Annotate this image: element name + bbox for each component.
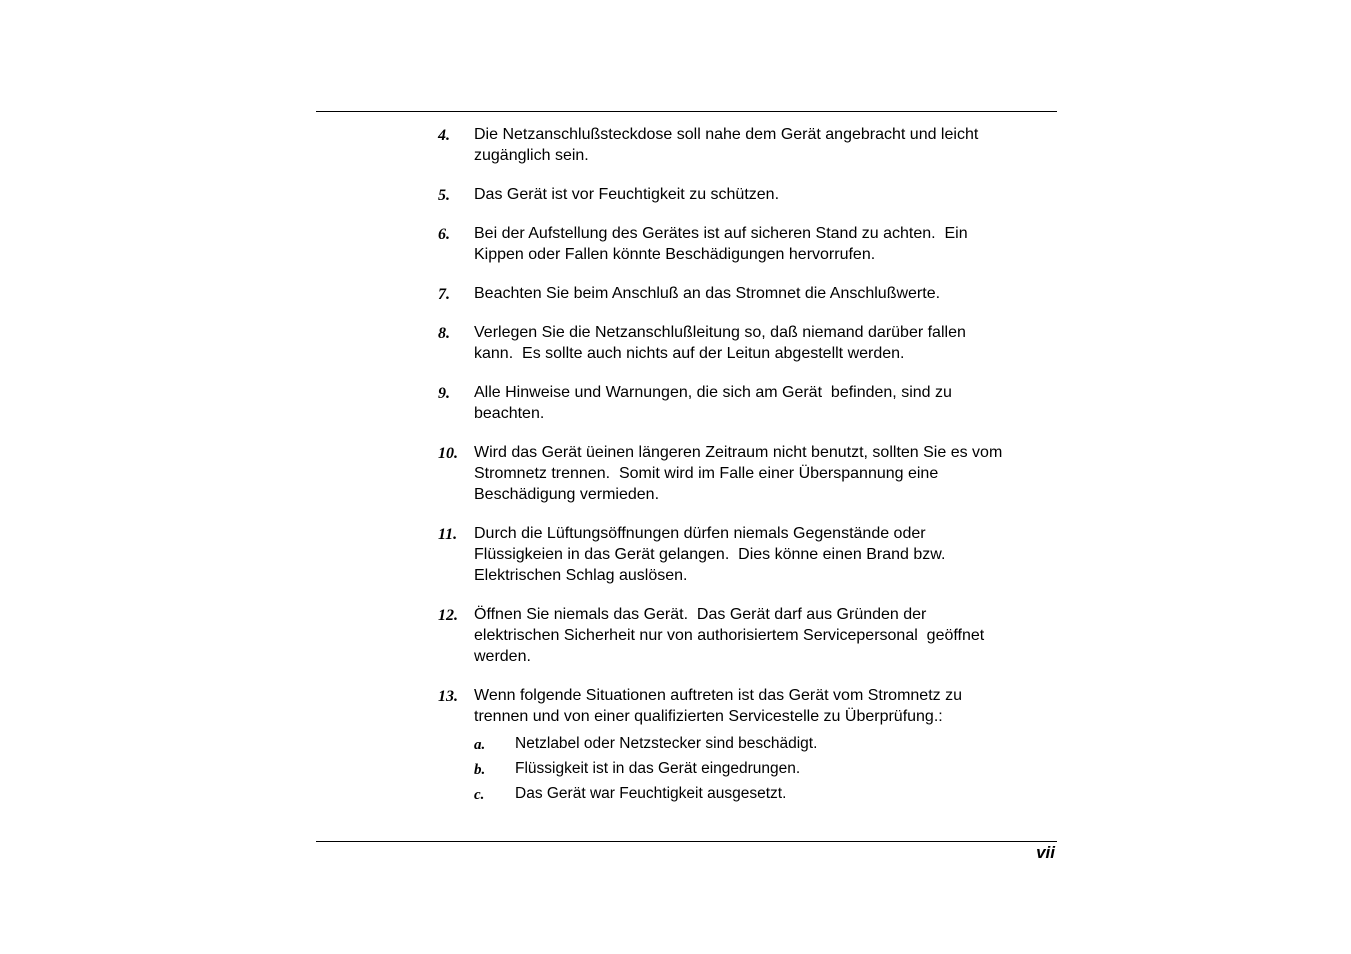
list-item xyxy=(438,223,1060,265)
safety-instructions-list xyxy=(438,124,1060,827)
item-text: Die Netzanschlußsteckdose soll nahe dem Gerät angebracht und leicht zugänglich sein. xyxy=(474,126,979,164)
footer-divider xyxy=(316,841,1057,842)
item-number: 5. xyxy=(438,187,450,204)
item-number: 13. xyxy=(438,688,458,705)
item-text: Beachten Sie beim Anschluß an das Stromnet die Anschlußwerte. xyxy=(474,285,941,302)
item-number: 8. xyxy=(438,325,450,342)
item-text: Alle Hinweise und Warnungen, die sich am Gerät befinden, sind zu beachten. xyxy=(474,384,952,422)
item-text: Öffnen Sie niemals das Gerät. Das Gerät darf aus Gründen der elektrischen Sicherheit nur von authorisiertem Servicepersonal geöffnet werden. xyxy=(474,606,985,665)
item-text: Durch die Lüftungsöffnungen dürfen niemals Gegenstände oder Flüssigkeien in das Gerät gelangen. Dies könne einen Brand bzw. Elektrischen Schlag auslösen. xyxy=(474,525,946,584)
sub-item-letter: a. xyxy=(474,737,486,753)
item-text: Das Gerät ist vor Feuchtigkeit zu schützen. xyxy=(474,186,780,203)
item-text: Wenn folgende Situationen auftreten ist das Gerät vom Stromnetz zu trennen und von einer qualifizierten Servicestelle zu Überprüfung.: xyxy=(474,687,962,725)
item-number: 4. xyxy=(438,127,450,144)
sub-item-letter: c. xyxy=(474,787,485,803)
sub-list-item xyxy=(474,784,1060,809)
sub-item-text: Flüssigkeit ist in das Gerät eingedrungen. xyxy=(515,760,801,777)
sub-list xyxy=(474,734,1060,809)
sub-item-letter: b. xyxy=(474,762,486,778)
list-item xyxy=(438,184,1060,205)
sub-item-text: Das Gerät war Feuchtigkeit ausgesetzt. xyxy=(515,785,787,802)
list-item xyxy=(438,685,1060,809)
list-item xyxy=(438,442,1060,505)
list-item xyxy=(438,604,1060,667)
sub-list-item xyxy=(474,734,1060,759)
item-number: 10. xyxy=(438,445,458,462)
list-item xyxy=(438,283,1060,304)
list-item xyxy=(438,124,1060,166)
item-number: 7. xyxy=(438,286,450,303)
list-item xyxy=(438,322,1060,364)
item-text: Verlegen Sie die Netzanschlußleitung so, daß niemand darüber fallen kann. Es sollte auch nichts auf der Leitun abgestellt werden. xyxy=(474,324,966,362)
item-number: 12. xyxy=(438,607,458,624)
sub-item-text: Netzlabel oder Netzstecker sind beschädigt. xyxy=(515,735,818,752)
item-text: Wird das Gerät üeinen längeren Zeitraum nicht benutzt, sollten Sie es vom Stromnetz trennen. Somit wird im Falle einer Überspannung eine Beschädigung vermieden. xyxy=(474,444,1003,503)
sub-list-item xyxy=(474,759,1060,784)
list-item xyxy=(438,523,1060,586)
item-number: 9. xyxy=(438,385,450,402)
item-number: 11. xyxy=(438,526,458,543)
list-item xyxy=(438,382,1060,424)
page-number: vii xyxy=(1036,843,1055,862)
item-number: 6. xyxy=(438,226,450,243)
item-text: Bei der Aufstellung des Gerätes ist auf sicheren Stand zu achten. Ein Kippen oder Fallen könnte Beschädigungen hervorrufen. xyxy=(474,225,968,263)
header-divider xyxy=(316,111,1057,112)
